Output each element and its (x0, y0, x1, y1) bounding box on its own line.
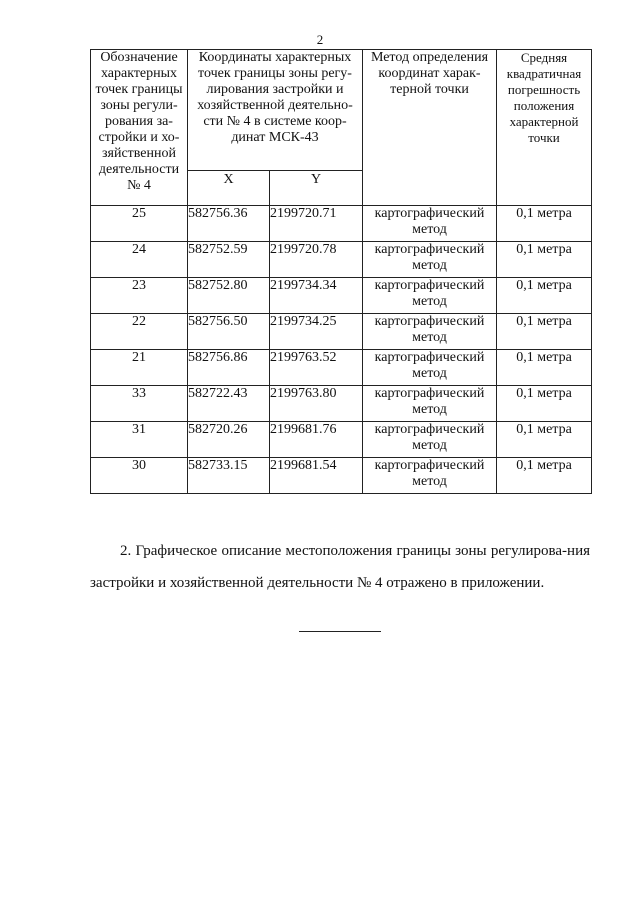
x-coordinate: 582756.50 (188, 314, 270, 350)
table-row (91, 350, 592, 386)
point-number: 22 (91, 314, 188, 350)
x-coordinate: 582733.15 (188, 458, 270, 494)
point-number: 30 (91, 458, 188, 494)
header-method: Метод определения координат харак-терной точки (363, 50, 497, 206)
accuracy-cell: 0,1 метра (497, 242, 592, 278)
x-coordinate: 582752.59 (188, 242, 270, 278)
accuracy-cell: 0,1 метра (497, 206, 592, 242)
header-accuracy: Средняя квадратичная погрешность положения характерной точки (497, 50, 592, 206)
y-coordinate: 2199763.80 (270, 386, 363, 422)
table-row (91, 206, 592, 242)
point-number: 25 (91, 206, 188, 242)
point-number: 33 (91, 386, 188, 422)
y-coordinate: 2199720.78 (270, 242, 363, 278)
x-coordinate: 582722.43 (188, 386, 270, 422)
x-coordinate: 582720.26 (188, 422, 270, 458)
x-coordinate: 582756.36 (188, 206, 270, 242)
accuracy-cell: 0,1 метра (497, 386, 592, 422)
method-cell: картографический метод (363, 458, 497, 494)
method-cell: картографический метод (363, 422, 497, 458)
method-cell: картографический метод (363, 350, 497, 386)
y-coordinate: 2199763.52 (270, 350, 363, 386)
table-row (91, 242, 592, 278)
paragraph-graphic-description: 2. Графическое описание местоположения границы зоны регулирова-ния застройки и хозяйственной деятельности № 4 отражено в приложении. (90, 543, 590, 591)
x-coordinate: 582752.80 (188, 278, 270, 314)
method-cell: картографический метод (363, 386, 497, 422)
header-point-designation: Обозначение характерных точек границы зоны регули-рования за-стройки и хо-зяйственной деятельности № 4 (91, 50, 188, 206)
table-row (91, 278, 592, 314)
accuracy-cell: 0,1 метра (497, 278, 592, 314)
page-number: 2 (316, 32, 324, 47)
method-cell: картографический метод (363, 314, 497, 350)
table-row (91, 458, 592, 494)
y-coordinate: 2199681.76 (270, 422, 363, 458)
header-coordinates: Координаты характерных точек границы зоны регу-лирования застройки и хозяйственной деятельно-сти № 4 в системе коор-динат МСК-43 (188, 50, 363, 171)
point-number: 21 (91, 350, 188, 386)
end-divider (299, 631, 381, 632)
accuracy-cell: 0,1 метра (497, 350, 592, 386)
point-number: 31 (91, 422, 188, 458)
point-number: 24 (91, 242, 188, 278)
accuracy-cell: 0,1 метра (497, 422, 592, 458)
method-cell: картографический метод (363, 278, 497, 314)
method-cell: картографический метод (363, 206, 497, 242)
table-row (91, 422, 592, 458)
y-coordinate: 2199734.34 (270, 278, 363, 314)
method-cell: картографический метод (363, 242, 497, 278)
x-coordinate: 582756.86 (188, 350, 270, 386)
y-coordinate: 2199681.54 (270, 458, 363, 494)
coordinates-table (90, 49, 592, 494)
y-coordinate: 2199734.25 (270, 314, 363, 350)
accuracy-cell: 0,1 метра (497, 458, 592, 494)
header-y: Y (270, 171, 363, 206)
header-x: X (188, 171, 270, 206)
table-row (91, 386, 592, 422)
y-coordinate: 2199720.71 (270, 206, 363, 242)
point-number: 23 (91, 278, 188, 314)
table-row (91, 314, 592, 350)
accuracy-cell: 0,1 метра (497, 314, 592, 350)
